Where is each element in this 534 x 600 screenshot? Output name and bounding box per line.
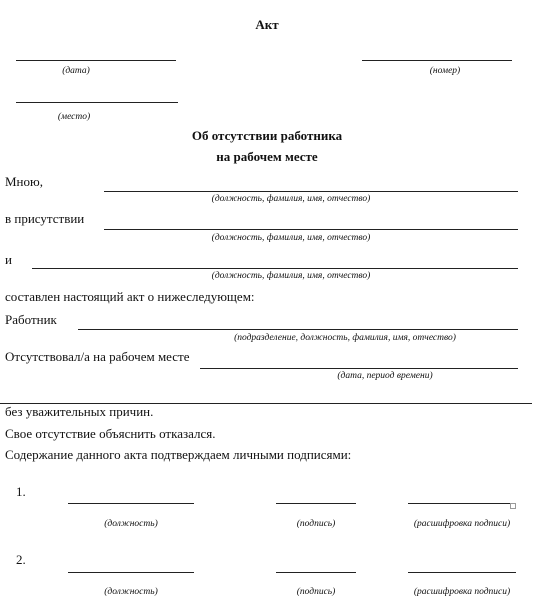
absent-period-line (200, 368, 518, 369)
person3-line (32, 268, 518, 269)
employee-caption: (подразделение, должность, фамилия, имя, отчество) (234, 333, 456, 343)
signature-position-line (68, 503, 194, 504)
document-title: Акт (255, 17, 279, 32)
and-label: и (5, 252, 12, 267)
person2-caption: (должность, фамилия, имя, отчество) (211, 233, 371, 243)
signature-number: 1. (16, 484, 26, 499)
no-reason-text: без уважительных причин. (5, 404, 154, 419)
signature-decode-caption: (расшифровка подписи) (413, 587, 511, 597)
in-presence-label: в присутствии (5, 211, 85, 226)
signature-sign-line (276, 503, 356, 504)
subtitle-line1: Об отсутствии работника (191, 128, 343, 143)
person1-line (104, 191, 518, 192)
signature-number: 2. (16, 552, 26, 567)
period-caption: (дата, период времени) (337, 371, 433, 381)
signature-decode-line (408, 503, 516, 504)
number-caption: (номер) (429, 66, 461, 76)
absent-label: Отсутствовал/а на рабочем месте (5, 349, 190, 364)
date-caption: (дата) (62, 66, 90, 76)
signature-position-line (68, 572, 194, 573)
place-caption: (место) (57, 112, 91, 122)
signature-sign-caption: (подпись) (296, 519, 336, 529)
signature-sign-caption: (подпись) (296, 587, 336, 597)
person3-caption: (должность, фамилия, имя, отчество) (211, 271, 371, 281)
signature-position-caption: (должность) (104, 587, 158, 597)
place-line (16, 102, 178, 103)
signature-position-caption: (должность) (104, 519, 158, 529)
by-me-label: Мною, (5, 174, 43, 189)
signature-sign-line (276, 572, 356, 573)
subtitle-line2: на рабочем месте (216, 149, 318, 164)
confirm-text: Содержание данного акта подтверждаем личными подписями: (5, 447, 352, 462)
signature-decode-caption: (расшифровка подписи) (413, 519, 511, 529)
refused-text: Свое отсутствие объяснить отказался. (5, 426, 216, 441)
compiled-text: составлен настоящий акт о нижеследующем: (5, 289, 255, 304)
person2-line (104, 229, 518, 230)
resize-handle-icon (510, 503, 516, 509)
date-line (16, 60, 176, 61)
number-line (362, 60, 512, 61)
employee-line (78, 329, 518, 330)
person1-caption: (должность, фамилия, имя, отчество) (211, 194, 371, 204)
employee-label: Работник (5, 312, 57, 327)
signature-decode-line (408, 572, 516, 573)
